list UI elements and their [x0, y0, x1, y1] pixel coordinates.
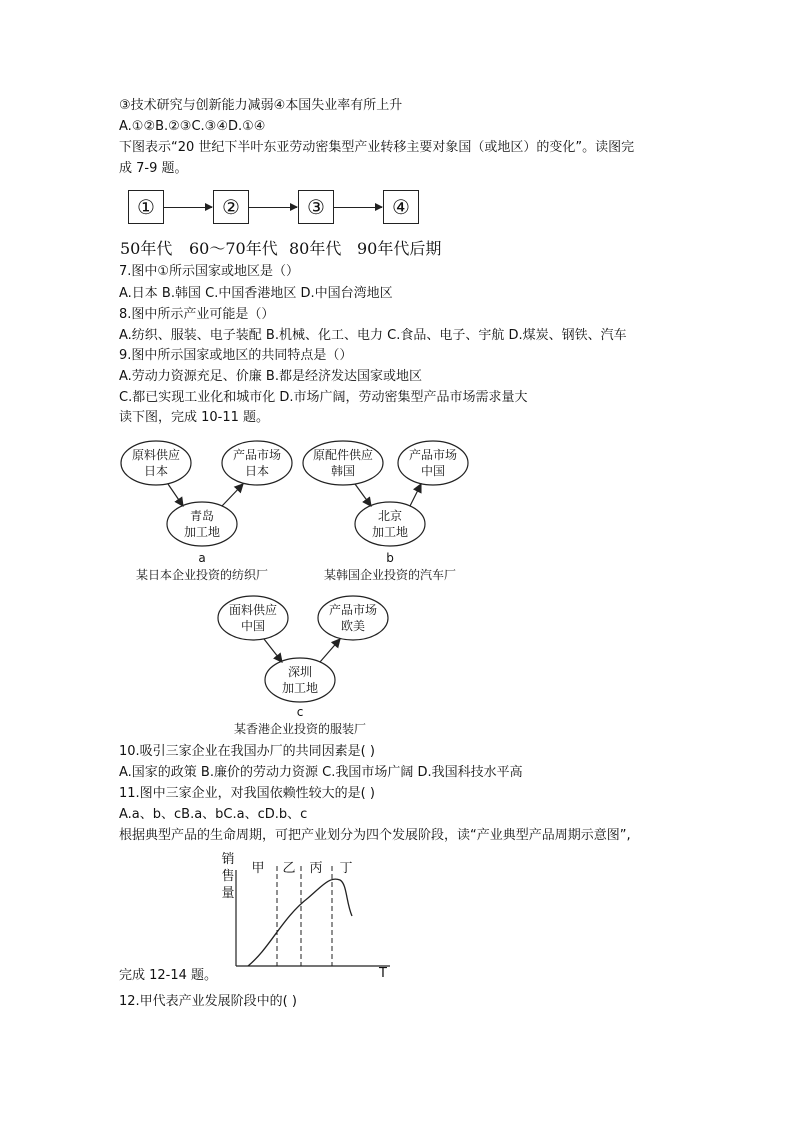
question-12: 12.甲代表产业发展阶段中的( )	[119, 994, 297, 1009]
sales-curve	[248, 879, 352, 966]
flow-diagram-b	[303, 441, 468, 582]
question-7: 7.图中①所示国家或地区是（）	[119, 264, 300, 279]
stage-label: 乙	[282, 861, 296, 876]
supply-label: 面料供应	[228, 603, 278, 617]
flow-arrow-icon	[410, 484, 421, 506]
arrow-right-icon	[249, 207, 297, 208]
stage-label: 丁	[339, 861, 353, 876]
supply-label: 原配件供应	[312, 448, 374, 462]
question-10-options: A.国家的政策 B.廉价的劳动力资源 C.我国市场广阔 D.我国科技水平高	[119, 765, 523, 780]
market-region: 日本	[244, 464, 270, 478]
stage-box-1: ①	[128, 190, 164, 224]
processing-label: 加工地	[281, 681, 319, 695]
decade-label: 50年代	[120, 239, 173, 258]
flow-diagram-c	[218, 596, 388, 736]
diagram-caption: 某韩国企业投资的汽车厂	[323, 568, 457, 582]
question-11-options: A.a、b、cB.a、bC.a、cD.b、c	[119, 807, 308, 822]
processing-city: 北京	[377, 509, 403, 523]
market-label: 产品市场	[232, 448, 282, 462]
xlabel: T	[379, 966, 387, 978]
answer-options-6: A.①②B.②③C.③④D.①④	[119, 119, 266, 134]
product-lifecycle-chart	[210, 850, 400, 978]
decade-label: 60～70年代	[189, 239, 278, 258]
market-label: 产品市场	[328, 603, 378, 617]
processing-city: 深圳	[287, 665, 313, 679]
diagram-caption: 某日本企业投资的纺织厂	[135, 568, 269, 582]
question-11: 11.图中三家企业，对我国依赖性较大的是( )	[119, 786, 375, 801]
market-region: 中国	[420, 464, 446, 478]
factory-flow-diagrams	[0, 430, 794, 740]
ylabel-char: 销	[221, 852, 235, 867]
question-9: 9.图中所示国家或地区的共同特点是（）	[119, 348, 353, 363]
stage-box-4: ④	[383, 190, 419, 224]
processing-city: 青岛	[189, 509, 215, 523]
flow-diagram-a	[121, 441, 292, 582]
intro-7-9-cont: 成 7-9 题。	[119, 161, 188, 176]
decade-label: 80年代	[289, 239, 342, 258]
supply-label: 原料供应	[131, 448, 181, 462]
market-region: 欧美	[340, 619, 366, 633]
ylabel-char: 售	[221, 869, 235, 884]
diagram-letter: c	[296, 705, 304, 719]
question-7-options: A.日本 B.韩国 C.中国香港地区 D.中国台湾地区	[119, 286, 393, 301]
stage-box-2: ②	[213, 190, 249, 224]
intro-12-14-cont: 完成 12-14 题。	[119, 968, 218, 983]
diagram-letter: a	[198, 551, 206, 565]
processing-label: 加工地	[371, 525, 409, 539]
supply-origin: 日本	[143, 464, 169, 478]
flow-arrow-icon	[168, 484, 183, 506]
flow-arrow-icon	[320, 639, 340, 662]
diagram-letter: b	[386, 551, 394, 565]
intro-10-11: 读下图，完成 10-11 题。	[119, 410, 270, 425]
flow-arrow-icon	[222, 484, 243, 506]
intro-12-14: 根据典型产品的生命周期，可把产业划分为四个发展阶段，读“产业典型产品周期示意图”,	[119, 828, 631, 843]
ylabel-char: 量	[221, 886, 235, 901]
question-9-options-1: A.劳动力资源充足、价廉 B.都是经济发达国家或地区	[119, 369, 422, 384]
diagram-caption: 某香港企业投资的服装厂	[233, 722, 367, 736]
option-line-3-4: ③技术研究与创新能力减弱④本国失业率有所上升	[119, 98, 403, 113]
decade-label: 90年代后期	[357, 239, 442, 258]
question-8-options: A.纺织、服装、电子装配 B.机械、化工、电力 C.食品、电子、宇航 D.煤炭、钢铁、汽车	[119, 328, 627, 343]
stage-label: 丙	[309, 861, 323, 876]
supply-origin: 韩国	[330, 464, 356, 478]
market-label: 产品市场	[408, 448, 458, 462]
supply-origin: 中国	[240, 619, 266, 633]
question-8: 8.图中所示产业可能是（）	[119, 307, 275, 322]
flow-arrow-icon	[355, 484, 371, 506]
question-10: 10.吸引三家企业在我国办厂的共同因素是( )	[119, 744, 375, 759]
flow-arrow-icon	[264, 639, 282, 662]
processing-label: 加工地	[183, 525, 221, 539]
intro-7-9: 下图表示“20 世纪下半叶东亚劳动密集型产业转移主要对象国（或地区）的变化”。读图完	[119, 140, 635, 155]
arrow-right-icon	[164, 207, 212, 208]
question-9-options-2: C.都已实现工业化和城市化 D.市场广阔，劳动密集型产品市场需求量大	[119, 390, 528, 405]
arrow-right-icon	[334, 207, 382, 208]
stage-label: 甲	[251, 861, 265, 876]
stage-box-3: ③	[298, 190, 334, 224]
